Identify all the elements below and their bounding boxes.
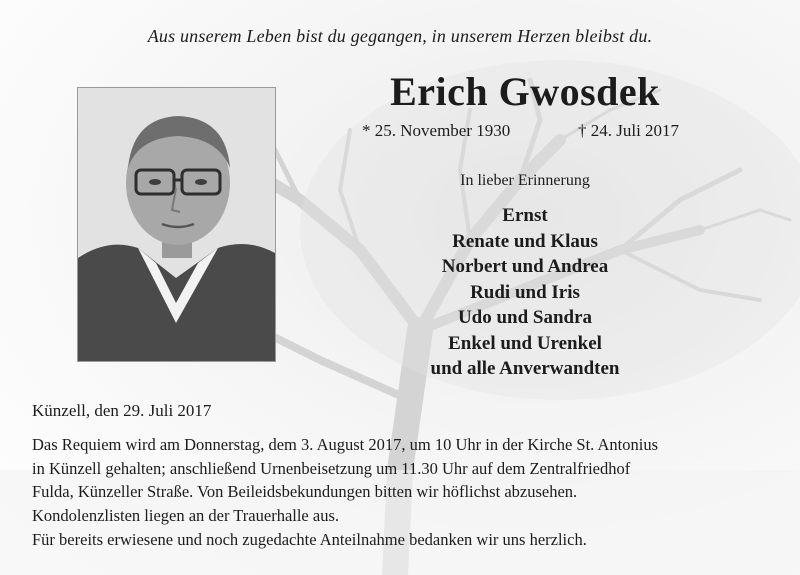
body-line: Fulda, Künzeller Straße. Von Beileidsbekundungen bitten wir höflichst abzusehen.	[32, 482, 578, 501]
service-details	[32, 433, 766, 527]
family-member: Rudi und Iris	[470, 281, 580, 303]
portrait-photo	[77, 87, 276, 362]
deceased-name: Erich Gwosdek	[390, 69, 660, 114]
family-member: Enkel und Urenkel	[448, 332, 602, 354]
place-date-line: Künzell, den 29. Juli 2017	[32, 401, 212, 420]
family-member: Norbert und Andrea	[441, 256, 609, 277]
family-member: Renate und Klaus	[452, 230, 598, 252]
death-date: † 24. Juli 2017	[578, 121, 680, 140]
motto-line: Aus unserem Leben bist du gegangen, in unserem Herzen bleibst du.	[147, 26, 653, 46]
family-member: Ernst	[502, 205, 548, 226]
birth-date: * 25. November 1930	[362, 121, 511, 140]
family-member: und alle Anverwandten	[430, 358, 620, 379]
thanks-line: Für bereits erwiesene und noch zugedachte Anteilnahme bedanken wir uns herzlich.	[32, 530, 587, 549]
body-line: in Künzell gehalten; anschließend Urnenbeisetzung um 11.30 Uhr auf dem Zentralfriedhof	[32, 458, 631, 478]
family-member: Udo und Sandra	[457, 307, 593, 328]
family-list	[330, 203, 720, 382]
body-line: Kondolenzlisten liegen an der Trauerhalle aus.	[32, 505, 339, 525]
body-line: Das Requiem wird am Donnerstag, dem 3. August 2017, um 10 Uhr in der Kirche St. Antonius	[32, 435, 659, 454]
memory-line: In lieber Erinnerung	[460, 172, 590, 189]
